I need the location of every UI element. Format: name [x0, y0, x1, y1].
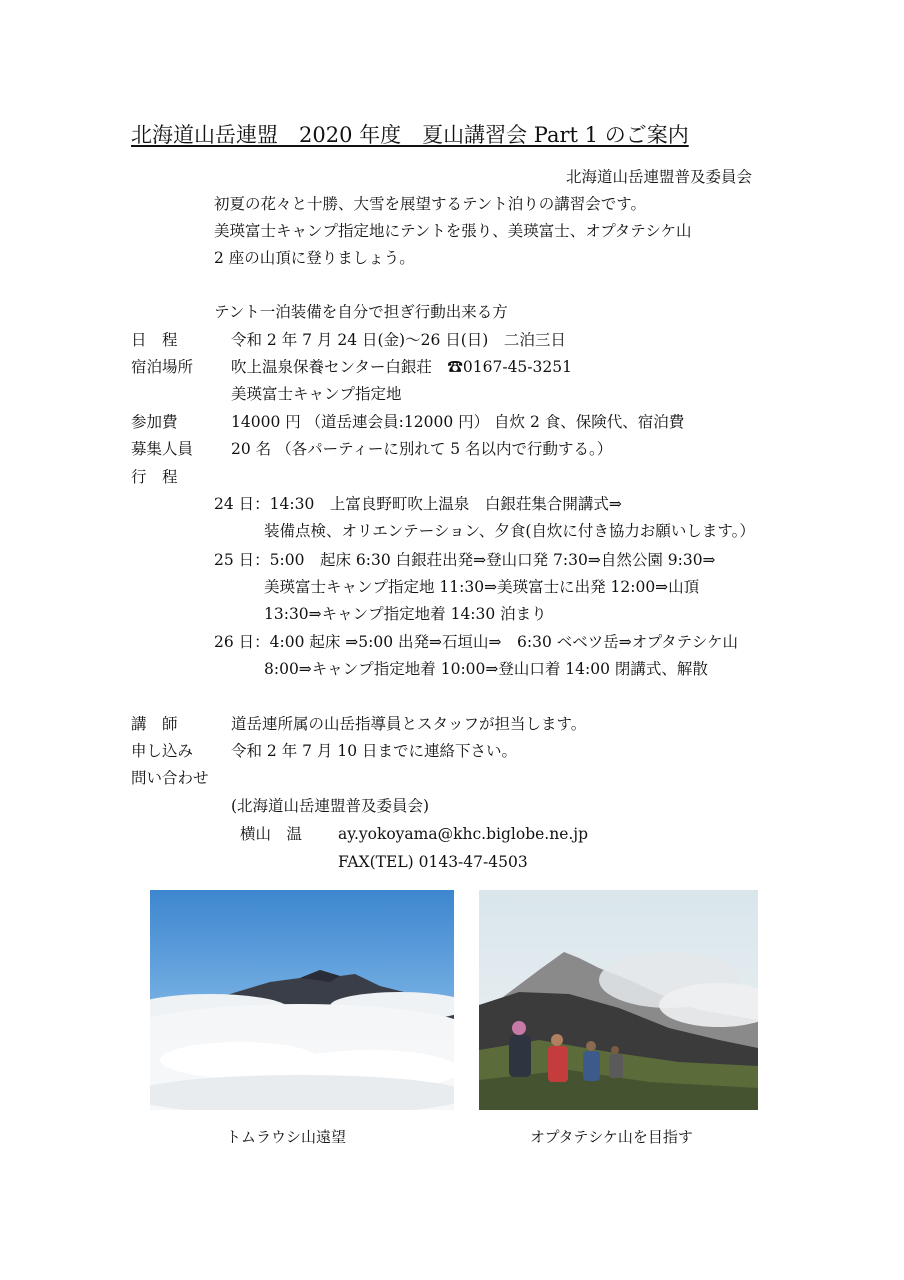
instructor-label: 講 師 — [131, 715, 178, 733]
fee-label: 参加費 — [131, 413, 178, 431]
contact-fax: FAX(TEL) 0143-47-4503 — [338, 853, 528, 871]
intro-line-3: 2 座の山頂に登りましょう。 — [214, 249, 415, 267]
schedule-value: 令和 2 年 7 月 24 日(金)～26 日(日) 二泊三日 — [231, 331, 566, 349]
document-title: 北海道山岳連盟 2020 年度 夏山講習会 Part 1 のご案内 — [131, 123, 689, 147]
capacity-label: 募集人員 — [131, 440, 194, 458]
contact-org: (北海道山岳連盟普及委員会) — [231, 797, 430, 815]
apply-value: 令和 2 年 7 月 10 日までに連絡下さい。 — [231, 742, 518, 760]
itinerary-day26-line-2: 8:00⇒キャンプ指定地着 10:00⇒登山口着 14:00 閉講式、解散 — [264, 660, 708, 678]
intro-line-2: 美瑛富士キャンプ指定地にテントを張り、美瑛富士、オプタテシケ山 — [214, 222, 692, 240]
schedule-label: 日 程 — [131, 331, 178, 349]
lodging-value-1: 吹上温泉保養センター白銀荘 ☎0167-45-3251 — [231, 358, 572, 376]
eligibility: テント一泊装備を自分で担ぎ行動出来る方 — [214, 303, 508, 321]
lodging-label: 宿泊場所 — [131, 358, 194, 376]
organizer: 北海道山岳連盟普及委員会 — [566, 168, 753, 186]
caption-optateshike: オプタテシケ山を目指す — [530, 1128, 693, 1146]
photo-tomuraushi — [150, 890, 454, 1110]
itinerary-day26-line-1: 26 日：4:00 起床 ⇒5:00 出発⇒石垣山⇒ 6:30 ベベツ岳⇒オプタテシケ山 — [214, 633, 739, 651]
itinerary-day25-line-3: 13:30⇒キャンプ指定地着 14:30 泊まり — [264, 605, 547, 623]
capacity-value: 20 名 （各パーティーに別れて 5 名以内で行動する。） — [231, 440, 613, 458]
itinerary-day24-line-1: 24 日：14:30 上富良野町吹上温泉 白銀荘集合開講式⇒ — [214, 495, 622, 513]
apply-label: 申し込み — [131, 742, 194, 760]
fee-value: 14000 円 （道岳連会員:12000 円） 自炊 2 食、保険代、宿泊費 — [231, 413, 685, 431]
lodging-value-2: 美瑛富士キャンプ指定地 — [231, 385, 402, 403]
itinerary-day25-line-1: 25 日：5:00 起床 6:30 白銀荘出発⇒登山口発 7:30⇒自然公園 9:30⇒ — [214, 551, 716, 569]
contact-name: 横山 温 — [240, 825, 303, 843]
caption-tomuraushi: トムラウシ山遠望 — [226, 1128, 347, 1146]
photo-optateshike — [479, 890, 758, 1110]
contact-email: ay.yokoyama@khc.biglobe.ne.jp — [338, 825, 589, 843]
intro-line-1: 初夏の花々と十勝、大雪を展望するテント泊りの講習会です。 — [214, 195, 646, 213]
itinerary-label: 行 程 — [131, 468, 178, 486]
contact-label: 問い合わせ — [131, 769, 209, 787]
itinerary-day25-line-2: 美瑛富士キャンプ指定地 11:30⇒美瑛富士に出発 12:00⇒山頂 — [264, 578, 700, 596]
itinerary-day24-line-2: 装備点検、オリエンテーション、夕食(自炊に付き協力お願いします。） — [264, 522, 755, 540]
instructor-value: 道岳連所属の山岳指導員とスタッフが担当します。 — [231, 715, 587, 733]
